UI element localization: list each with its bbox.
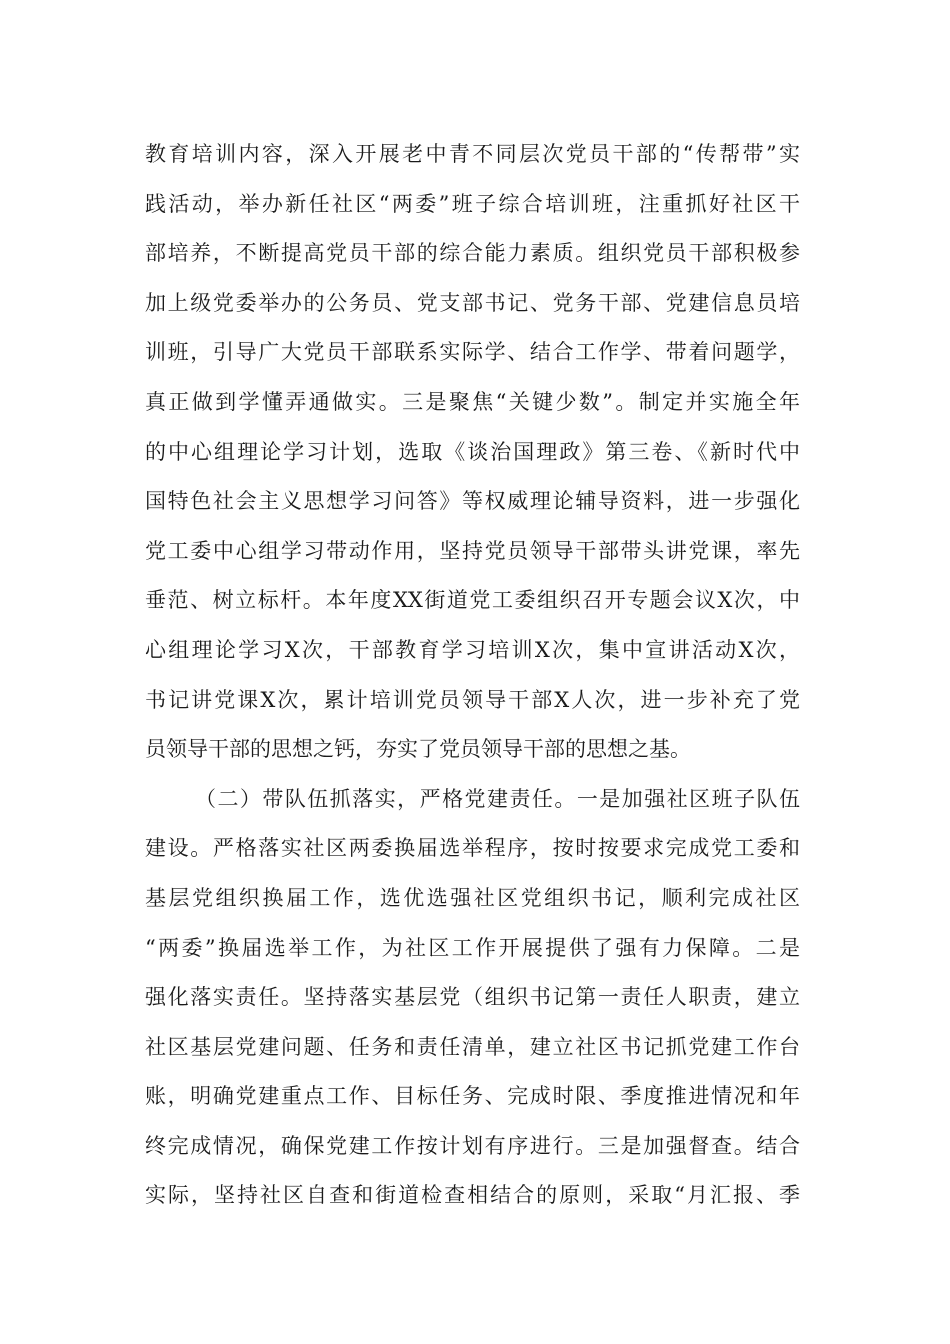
text-line: 训班，引导广大党员干部联系实际学、结合工作学、带着问题学， [145,340,800,365]
text-line: 践活动，举办新任社区“两委”班子综合培训班，注重抓好社区干 [145,191,800,216]
text-line: 加上级党委举办的公务员、党支部书记、党务干部、党建信息员培 [145,290,800,315]
text-line: 党工委中心组学习带动作用，坚持党员领导干部带头讲党课，率先 [145,538,800,563]
text-line: 社区基层党建问题、任务和责任清单，建立社区书记抓党建工作台 [145,1034,800,1059]
text-line: 强化落实责任。坚持落实基层党（组织书记第一责任人职责，建立 [145,985,800,1010]
text-line: 账，明确党建重点工作、目标任务、完成时限、季度推进情况和年 [145,1084,800,1109]
text-line: 建设。严格落实社区两委换届选举程序，按时按要求完成党工委和 [145,836,800,861]
text-line: 真正做到学懂弄通做实。三是聚焦“关键少数”。制定并实施全年 [145,389,800,414]
text-line: 部培养，不断提高党员干部的综合能力素质。组织党员干部积极参 [145,241,800,266]
text-line: 实际，坚持社区自查和街道检查相结合的原则，采取“月汇报、季 [145,1183,800,1208]
text-line: 书记讲党课X次，累计培训党员领导干部X人次，进一步补充了党 [145,687,800,712]
text-line: 员领导干部的思想之钙，夯实了党员领导干部的思想之基。 [145,737,691,762]
text-line: “两委”换届选举工作，为社区工作开展提供了强有力保障。二是 [145,935,800,960]
section-heading-line: （二）带队伍抓落实，严格党建责任。一是加强社区班子队伍 [195,786,800,811]
text-line: 的中心组理论学习计划，选取《谈治国理政》第三卷、《新时代中 [145,439,800,464]
text-line: 基层党组织换届工作，选优选强社区党组织书记，顺利完成社区 [145,885,800,910]
body-text [145,130,800,1221]
text-line: 心组理论学习X次，干部教育学习培训X次，集中宣讲活动X次， [145,637,800,662]
text-line: 终完成情况，确保党建工作按计划有序进行。三是加强督查。结合 [145,1133,800,1158]
text-line: 教育培训内容，深入开展老中青不同层次党员干部的“传帮带”实 [145,142,800,166]
text-line: 国特色社会主义思想学习问答》等权威理论辅导资料，进一步强化 [145,489,800,514]
text-line: 垂范、树立标杆。本年度XX街道党工委组织召开专题会议X次，中 [145,588,800,613]
